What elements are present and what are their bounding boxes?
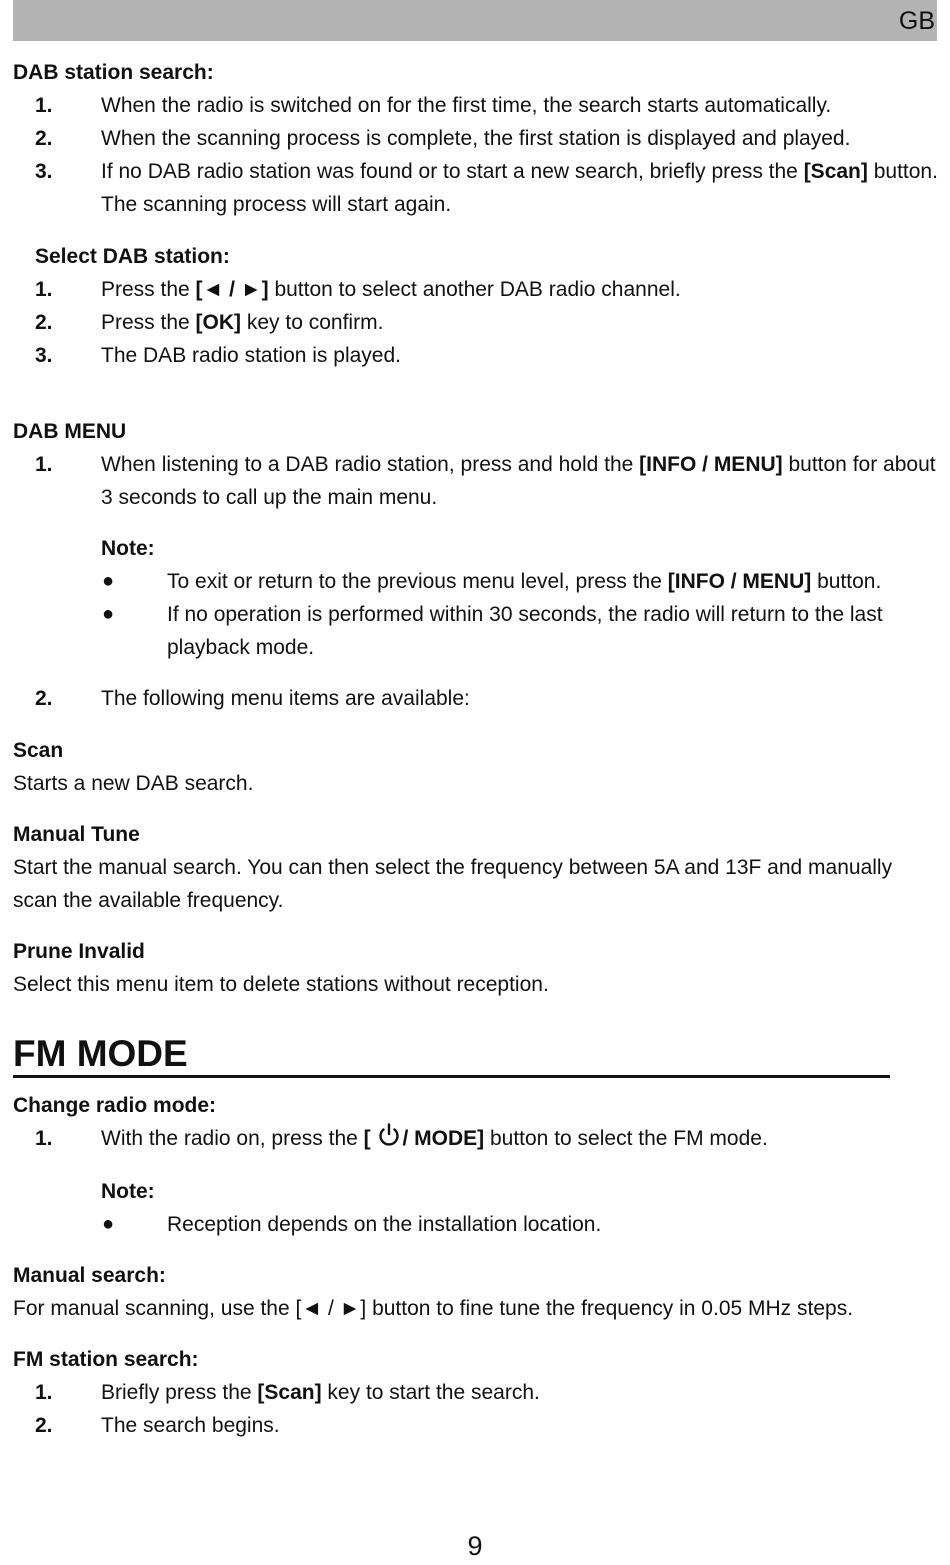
- dab-search-heading: DAB station search:: [13, 61, 214, 84]
- select-dab-heading: Select DAB station:: [35, 245, 230, 268]
- note-label: Note:: [101, 537, 155, 560]
- manual-tune-heading: Manual Tune: [13, 823, 140, 846]
- item-text-pre: Press the: [101, 278, 196, 301]
- item-number: 1.: [35, 94, 53, 117]
- scan-key-ref: [Scan]: [257, 1381, 322, 1404]
- list-item: [13, 155, 938, 221]
- prune-heading: Prune Invalid: [13, 940, 145, 963]
- page-content: [13, 56, 938, 1442]
- item-text-pre: If no DAB radio station was found or to start a new search, briefly press the: [101, 160, 804, 183]
- item-text-post: button. The scanning process will start again.: [101, 160, 938, 216]
- bullet-item: [13, 598, 938, 664]
- item-text-post: button to select another DAB radio channel.: [268, 278, 681, 301]
- item-text-post: button to select the FM mode.: [484, 1127, 768, 1150]
- item-text: When the scanning process is complete, the first station is displayed and played.: [101, 127, 851, 150]
- list-item: [13, 273, 938, 306]
- item-text-pre: When listening to a DAB radio station, press and hold the: [101, 453, 640, 476]
- bullet-item: [13, 565, 938, 598]
- note-bullets: [13, 565, 938, 664]
- scan-text: Starts a new DAB search.: [13, 772, 254, 795]
- item-text: The following menu items are available:: [101, 687, 470, 710]
- item-number: 1.: [35, 1127, 53, 1150]
- change-mode-heading: Change radio mode:: [13, 1094, 217, 1117]
- bullet-text-post: button.: [811, 570, 882, 593]
- list-item: [13, 306, 938, 339]
- list-item: [13, 1409, 938, 1442]
- dab-menu-heading: DAB MENU: [13, 420, 127, 443]
- item-text-post: button for about 3 seconds to call up the main menu.: [101, 453, 936, 509]
- fm-station-search-heading: FM station search:: [13, 1348, 199, 1371]
- prune-text: Select this menu item to delete stations without reception.: [13, 973, 549, 996]
- item-number: 2.: [35, 687, 53, 710]
- item-text-post: key to start the search.: [321, 1381, 540, 1404]
- item-text-pre: Press the: [101, 311, 196, 334]
- info-menu-button-ref: [INFO / MENU]: [667, 570, 812, 593]
- list-item: [13, 89, 938, 122]
- header-bar: [13, 0, 937, 41]
- language-label: GB: [898, 7, 935, 35]
- item-number: 1.: [35, 278, 53, 301]
- item-number: 3.: [35, 160, 53, 183]
- item-text: The search begins.: [101, 1414, 280, 1437]
- manual-tune-text: Start the manual search. You can then select the frequency between 5A and 13F and manually scan the available frequency.: [13, 856, 893, 912]
- ok-key-ref: [OK]: [195, 311, 242, 334]
- page-number: 9: [467, 1531, 483, 1561]
- fm-station-search-list: [13, 1376, 938, 1442]
- item-text-pre: With the radio on, press the: [101, 1127, 364, 1150]
- list-item: [13, 682, 938, 715]
- info-menu-button-ref: [INFO / MENU]: [639, 453, 783, 476]
- scan-heading: Scan: [13, 739, 64, 762]
- item-text-pre: Briefly press the: [101, 1381, 258, 1404]
- arrow-button-ref: [◄ / ►]: [195, 278, 269, 301]
- list-item: [13, 1122, 938, 1157]
- mode-button-ref-open: [: [363, 1127, 377, 1150]
- list-item: [13, 448, 938, 514]
- note-label: Note:: [101, 1180, 155, 1203]
- bullet-text: Reception depends on the installation location.: [167, 1213, 602, 1236]
- bullet-text: If no operation is performed within 30 seconds, the radio will return to the last playback mode.: [167, 603, 883, 659]
- dab-search-list: [13, 89, 938, 221]
- item-text-post: key to confirm.: [241, 311, 384, 334]
- power-icon: [376, 1123, 402, 1157]
- manual-search-heading: Manual search:: [13, 1264, 166, 1287]
- list-item: [13, 339, 938, 372]
- item-number: 1.: [35, 453, 53, 476]
- item-text: The DAB radio station is played.: [101, 344, 401, 367]
- item-number: 2.: [35, 1414, 53, 1437]
- bullet-icon: ●: [102, 570, 115, 592]
- fm-mode-title: FM MODE: [13, 1031, 890, 1078]
- bullet-item: [13, 1208, 938, 1241]
- list-item: [13, 1376, 938, 1409]
- item-number: 1.: [35, 1381, 53, 1404]
- item-number: 2.: [35, 311, 53, 334]
- list-item: [13, 122, 938, 155]
- bullet-icon: ●: [102, 603, 115, 625]
- mode-button-ref: / MODE]: [402, 1127, 485, 1150]
- item-number: 3.: [35, 344, 53, 367]
- manual-search-text: For manual scanning, use the [◄ / ►] button to fine tune the frequency in 0.05 MHz steps.: [13, 1297, 854, 1320]
- scan-button-ref: [Scan]: [803, 160, 868, 183]
- bullet-text-pre: To exit or return to the previous menu level, press the: [167, 570, 668, 593]
- item-text: When the radio is switched on for the first time, the search starts automatically.: [101, 94, 832, 117]
- item-number: 2.: [35, 127, 53, 150]
- select-dab-list: [13, 273, 938, 372]
- bullet-icon: ●: [102, 1213, 115, 1235]
